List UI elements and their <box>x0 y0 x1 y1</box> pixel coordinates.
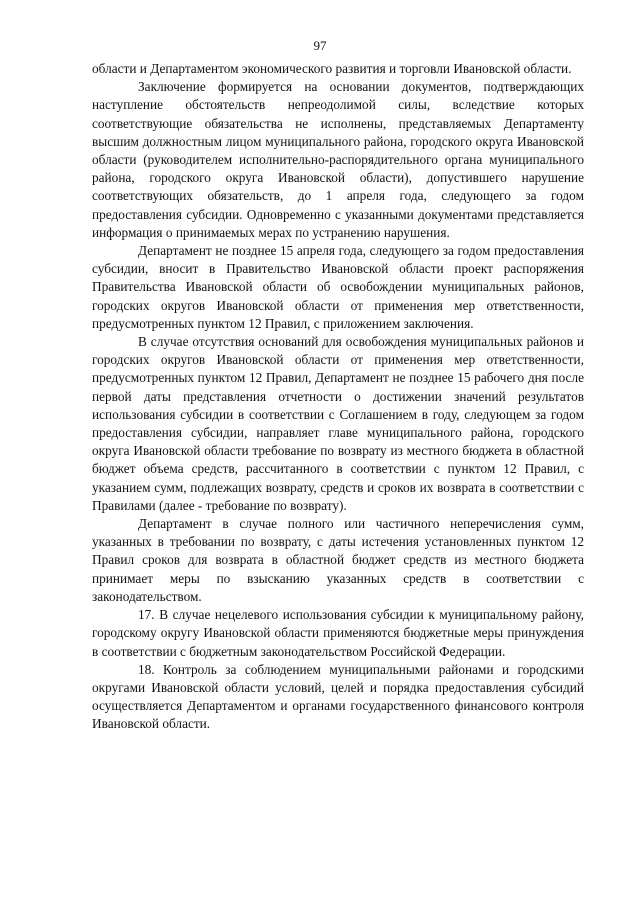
paragraph-department-deadline: Департамент не позднее 15 апреля года, следующего за годом предоставления субсидии, вносит в Правительство Ивановской области проект распоряжения Правительства Ивановской области об освобождении муниципальных районов, городских округов Ивановской области от применения мер ответственности, предусмотренных пунктом 12 Правил, с приложением заключения. <box>92 243 584 331</box>
page-number: 97 <box>313 38 327 53</box>
paragraph-recovery-measures: Департамент в случае полного или частичного неперечисления сумм, указанных в требовании по возврату, с даты истечения установленных пунктом 12 Правил сроков для возврата в областной бюджет средств из местного бюджета принимает меры по взысканию указанных средств в соответствии с законодательством. <box>92 516 584 604</box>
paragraph-item-17: 17. В случае нецелевого использования субсидии к муниципальному району, городскому округу Ивановской области применяются бюджетные меры принуждения в соответствии с бюджетным законодательством Российской Федерации. <box>92 607 584 659</box>
paragraph-conclusion: Заключение формируется на основании документов, подтверждающих наступление обстоятельств непреодолимой силы, вследствие которых соответствующие обязательства не исполнены, представляемых Департаменту высшим должностным лицом муниципального района, городского округа Ивановской области (руководителем исполнительно-распорядительного органа муниципального района, городского округа Ивановской области), допустившего нарушение соответствующих обязательств, до 1 апреля года, следующего за годом предоставления субсидии. Одновременно с указанными документами представляется информация о принимаемых мерах по устранению нарушения. <box>92 79 584 240</box>
paragraph-continuation: области и Департаментом экономического развития и торговли Ивановской области. <box>92 61 572 76</box>
paragraph-refund-requirement: В случае отсутствия оснований для освобождения муниципальных районов и городских округов Ивановской области от применения мер ответственности, предусмотренных пунктом 12 Правил, Департамент не позднее 15 рабочего дня после первой даты представления отчетности о достижении значений результатов использования субсидии в соответствии с Соглашением в году, следующем за годом предоставления субсидии, направляет главе муниципального района, городского округа Ивановской области требование по возврату из местного бюджета в областной бюджет объема средств, рассчитанного в соответствии с пунктом 12 Правил, с указанием сумм, подлежащих возврату, средств и сроков их возврата в соответствии с Правилами (далее - требование по возврату). <box>92 334 584 513</box>
document-body <box>92 60 584 734</box>
paragraph-item-18: 18. Контроль за соблюдением муниципальными районами и городскими округами Ивановской области условий, целей и порядка предоставления субсидий осуществляется Департаментом и органами государственного финансового контроля Ивановской области. <box>92 661 584 732</box>
